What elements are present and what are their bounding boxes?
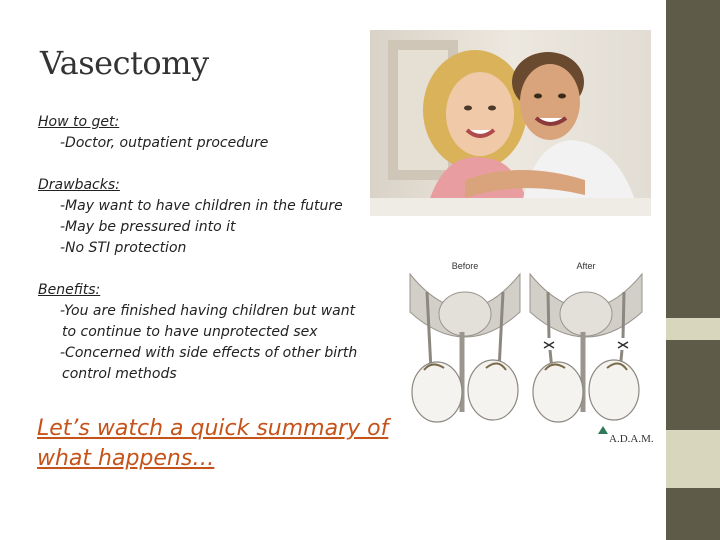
slide-body: [38, 112, 378, 406]
video-summary-link-line1[interactable]: Let’s watch a quick summary of: [37, 416, 389, 441]
before-label: Before: [451, 261, 479, 271]
after-label: After: [576, 261, 596, 271]
benefits-section: [38, 280, 378, 385]
how-to-get-section: [38, 112, 378, 154]
adam-brand-text: A.D.A.M.: [609, 433, 654, 445]
vasectomy-diagram: [402, 252, 654, 448]
drawbacks-line: -No STI protection: [60, 240, 187, 256]
couple-photo: [370, 30, 651, 216]
how-to-get-line: -Doctor, outpatient procedure: [60, 135, 269, 151]
side-bar-accent-block: [666, 430, 720, 488]
couple-photo-graphic: [370, 30, 651, 216]
how-to-get-heading: How to get:: [38, 114, 120, 130]
drawbacks-line: -May be pressured into it: [60, 219, 236, 235]
slide-title: Vasectomy: [40, 44, 209, 82]
benefits-heading: Benefits:: [38, 282, 101, 298]
before-illustration: [410, 274, 520, 422]
benefits-line: -Concerned with side effects of other birth: [60, 345, 358, 361]
video-summary-link-line2[interactable]: what happens…: [37, 446, 215, 471]
benefits-line: control methods: [62, 366, 177, 382]
benefits-line: to continue to have unprotected sex: [62, 324, 318, 340]
drawbacks-heading: Drawbacks:: [38, 177, 120, 193]
decorative-side-bar: [666, 0, 720, 540]
side-bar-accent-strip: [666, 318, 720, 340]
drawbacks-line: -May want to have children in the future: [60, 198, 343, 214]
benefits-line: -You are finished having children but want: [60, 303, 356, 319]
video-summary-link[interactable]: [37, 414, 417, 474]
after-illustration: [530, 274, 642, 422]
drawbacks-section: [38, 175, 378, 259]
adam-logo: [598, 426, 654, 445]
vasectomy-diagram-graphic: [402, 252, 654, 448]
